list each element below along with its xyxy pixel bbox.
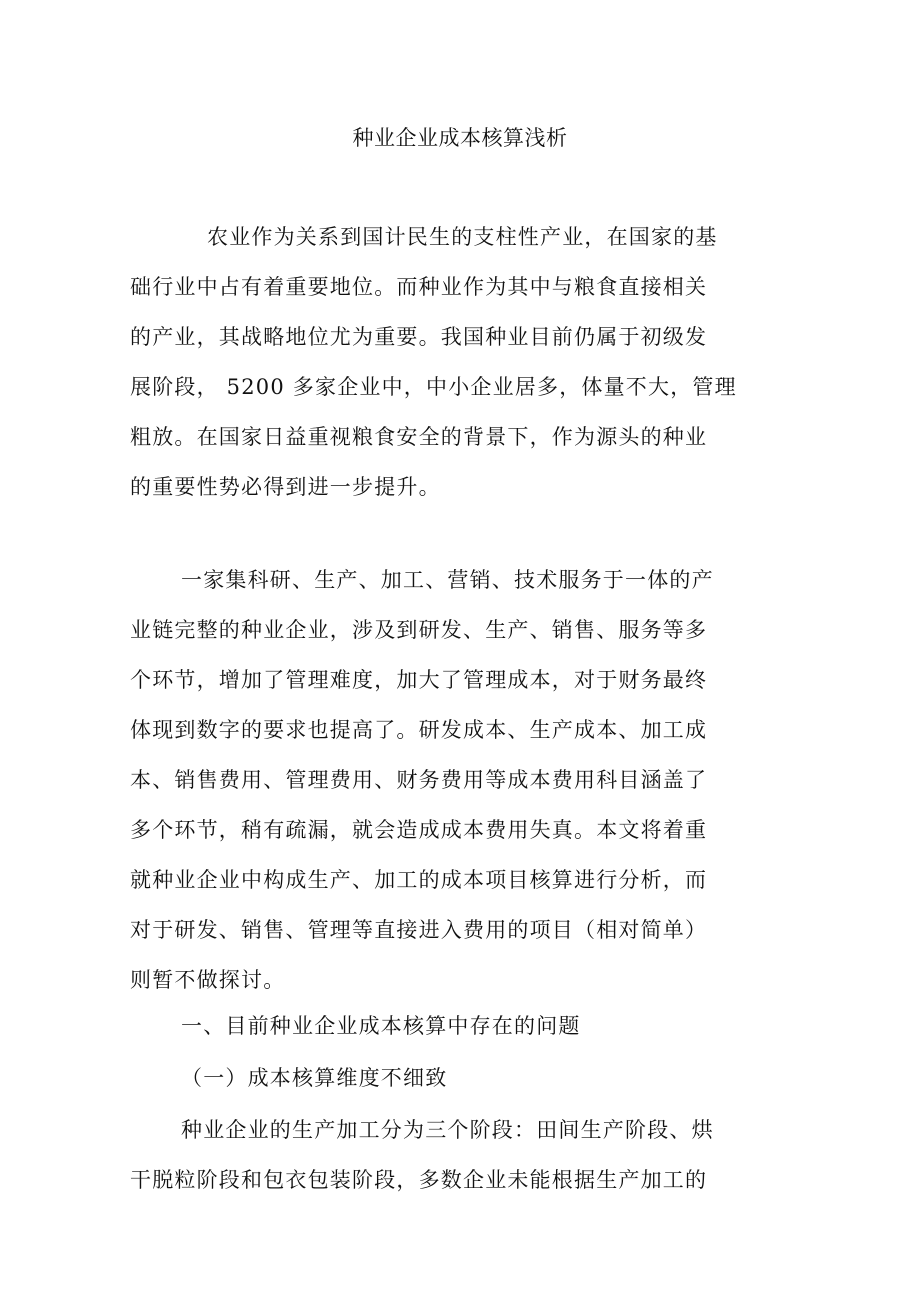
section-heading: 一、目前种业企业成本核算中存在的问题 (181, 1014, 581, 1038)
paragraph-1-line-1: 农业作为关系到国计民生的支柱性产业，在国家的基 (207, 225, 718, 249)
paragraph-1-line-5: 粗放。在国家日益重视粮食安全的背景下，作为源头的种业 (130, 425, 708, 449)
paragraph-1-line-3: 的产业，其战略地位尤为重要。我国种业目前仍属于初级发 (130, 325, 708, 349)
paragraph-1-line-6: 的重要性势必得到进一步提升。 (130, 475, 441, 499)
paragraph-2-line-5: 本、销售费用、管理费用、财务费用等成本费用科目涵盖了 (130, 768, 708, 792)
paragraph-2-line-2: 业链完整的种业企业，涉及到研发、生产、销售、服务等多 (130, 618, 708, 642)
paragraph-2-line-4: 体现到数字的要求也提高了。研发成本、生产成本、加工成 (130, 718, 708, 742)
paragraph-3-line-2: 干脱粒阶段和包衣包装阶段，多数企业未能根据生产加工的 (130, 1168, 708, 1192)
paragraph-2-line-1: 一家集科研、生产、加工、营销、技术服务于一体的产 (181, 568, 714, 592)
paragraph-3-line-1: 种业企业的生产加工分为三个阶段：田间生产阶段、烘 (181, 1118, 714, 1142)
paragraph-1-line-2: 础行业中占有着重要地位。而种业作为其中与粮食直接相关 (130, 275, 708, 299)
document-title: 种业企业成本核算浅析 (352, 126, 568, 150)
paragraph-1-line-4: 展阶段， 5200 多家企业中，中小企业居多，体量不大，管理 (130, 375, 737, 399)
paragraph-2-line-3: 个环节，增加了管理难度，加大了管理成本，对于财务最终 (130, 668, 708, 692)
paragraph-2-line-7: 就种业企业中构成生产、加工的成本项目核算进行分析，而 (130, 868, 708, 892)
paragraph-2-line-6: 多个环节，稍有疏漏，就会造成成本费用失真。本文将着重 (130, 818, 708, 842)
paragraph-2-line-9: 则暂不做探讨。 (130, 968, 286, 992)
subsection-heading: （一）成本核算维度不细致 (181, 1066, 448, 1090)
paragraph-2-line-8: 对于研发、销售、管理等直接进入费用的项目（相对简单） (130, 918, 708, 942)
